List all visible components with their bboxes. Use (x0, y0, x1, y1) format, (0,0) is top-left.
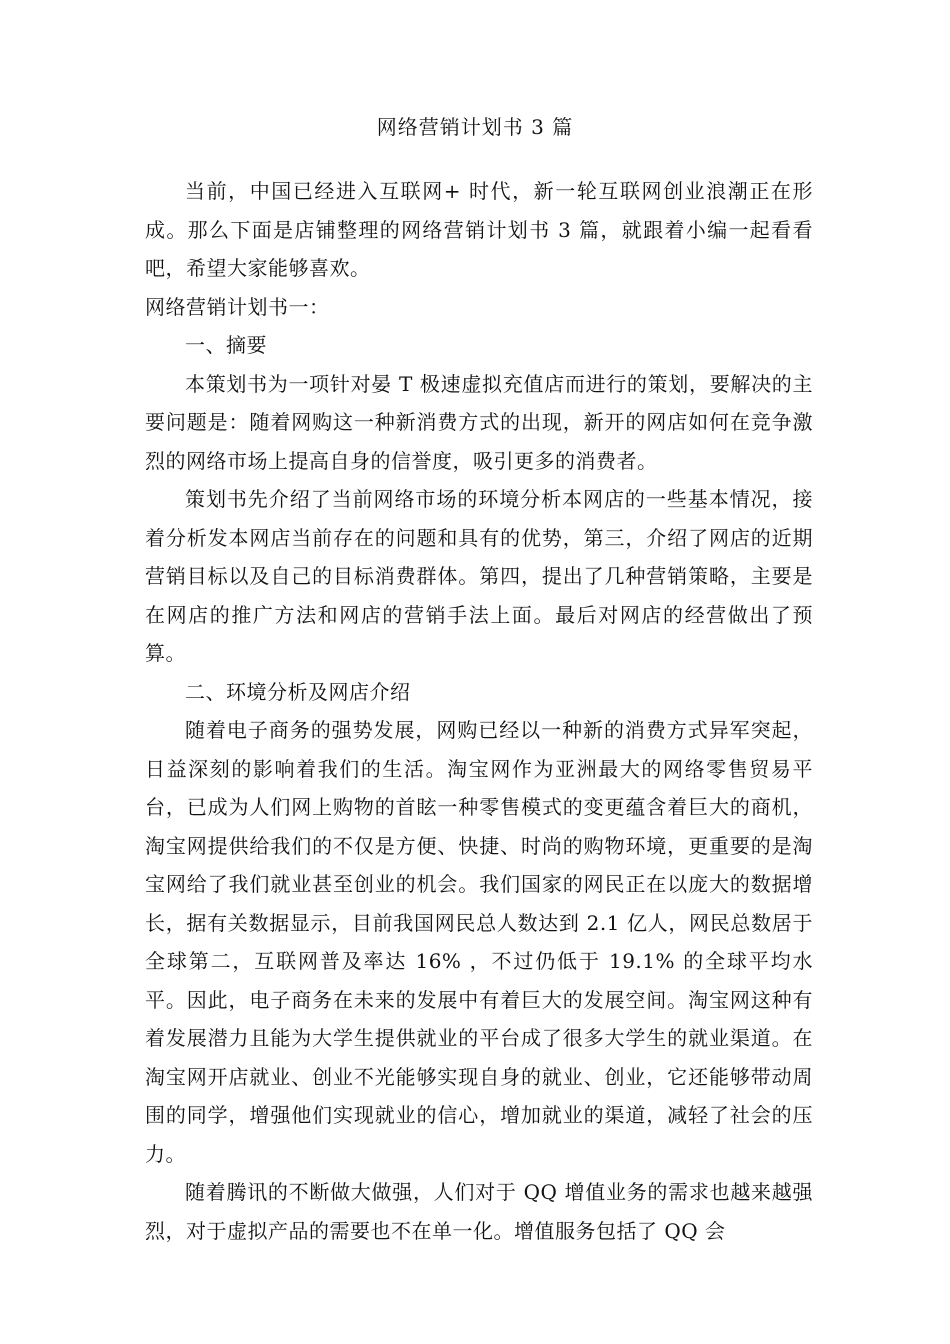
environment-paragraph-1: 随着电子商务的强势发展，网购已经以一种新的消费方式异军突起，日益深刻的影响着我们的生活。淘宝网作为亚洲最大的网络零售贸易平台，已成为人们网上购物的首眩一种零售模式的变更蕴含着巨大的商机，淘宝网提供给我们的不仅是方便、快捷、时尚的购物环境，更重要的是淘宝网给了我们就业甚至创业的机会。我们国家的网民正在以庞大的数据增长，据有关数据显示，目前我国网民总人数达到 2.1 亿人，网民总数居于全球第二，互联网普及率达 16% ，不过仍低于 19.1% 的全球平均水平。因此，电子商务在未来的发展中有着巨大的发展空间。淘宝网这种有着发展潜力且能为大学生提供就业的平台成了很多大学生的就业渠道。在淘宝网开店就业、创业不光能够实现自身的就业、创业，它还能够带动周围的同学，增强他们实现就业的信心，增加就业的渠道，减轻了社会的压力。 (145, 718, 813, 1166)
section-heading-environment: 二、环境分析及网店介绍 (185, 679, 411, 704)
summary-paragraph-2: 策划书先介绍了当前网络市场的环境分析本网店的一些基本情况，接着分析发本网店当前存在的问题和具有的优势，第三，介绍了网店的近期营销目标以及自己的目标消费群体。第四，提出了几种营销策略，主要是在网店的推广方法和网店的营销手法上面。最后对网店的经营做出了预算。 (145, 487, 813, 665)
document-title: 网络营销计划书 3 篇 (376, 115, 574, 139)
section-heading-plan-one: 网络营销计划书一： (145, 294, 330, 319)
summary-paragraph-1: 本策划书为一项针对晏 T 极速虚拟充值店而进行的策划，要解决的主要问题是：随着网购这一种新消费方式的出现，新开的网店如何在竞争激烈的网络市场上提高自身的信誉度，吸引更多的消费者。 (145, 371, 813, 473)
document-body (145, 172, 813, 1250)
section-heading-summary: 一、摘要 (185, 333, 267, 357)
environment-paragraph-2: 随着腾讯的不断做大做强，人们对于 QQ 增值业务的需求也越来越强烈，对于虚拟产品的需要也不在单一化。增值服务包括了 QQ 会 (145, 1180, 813, 1243)
intro-paragraph: 当前，中国已经进入互联网+ 时代，新一轮互联网创业浪潮正在形成。那么下面是店铺整理的网络营销计划书 3 篇，就跟着小编一起看看吧，希望大家能够喜欢。 (145, 179, 813, 280)
